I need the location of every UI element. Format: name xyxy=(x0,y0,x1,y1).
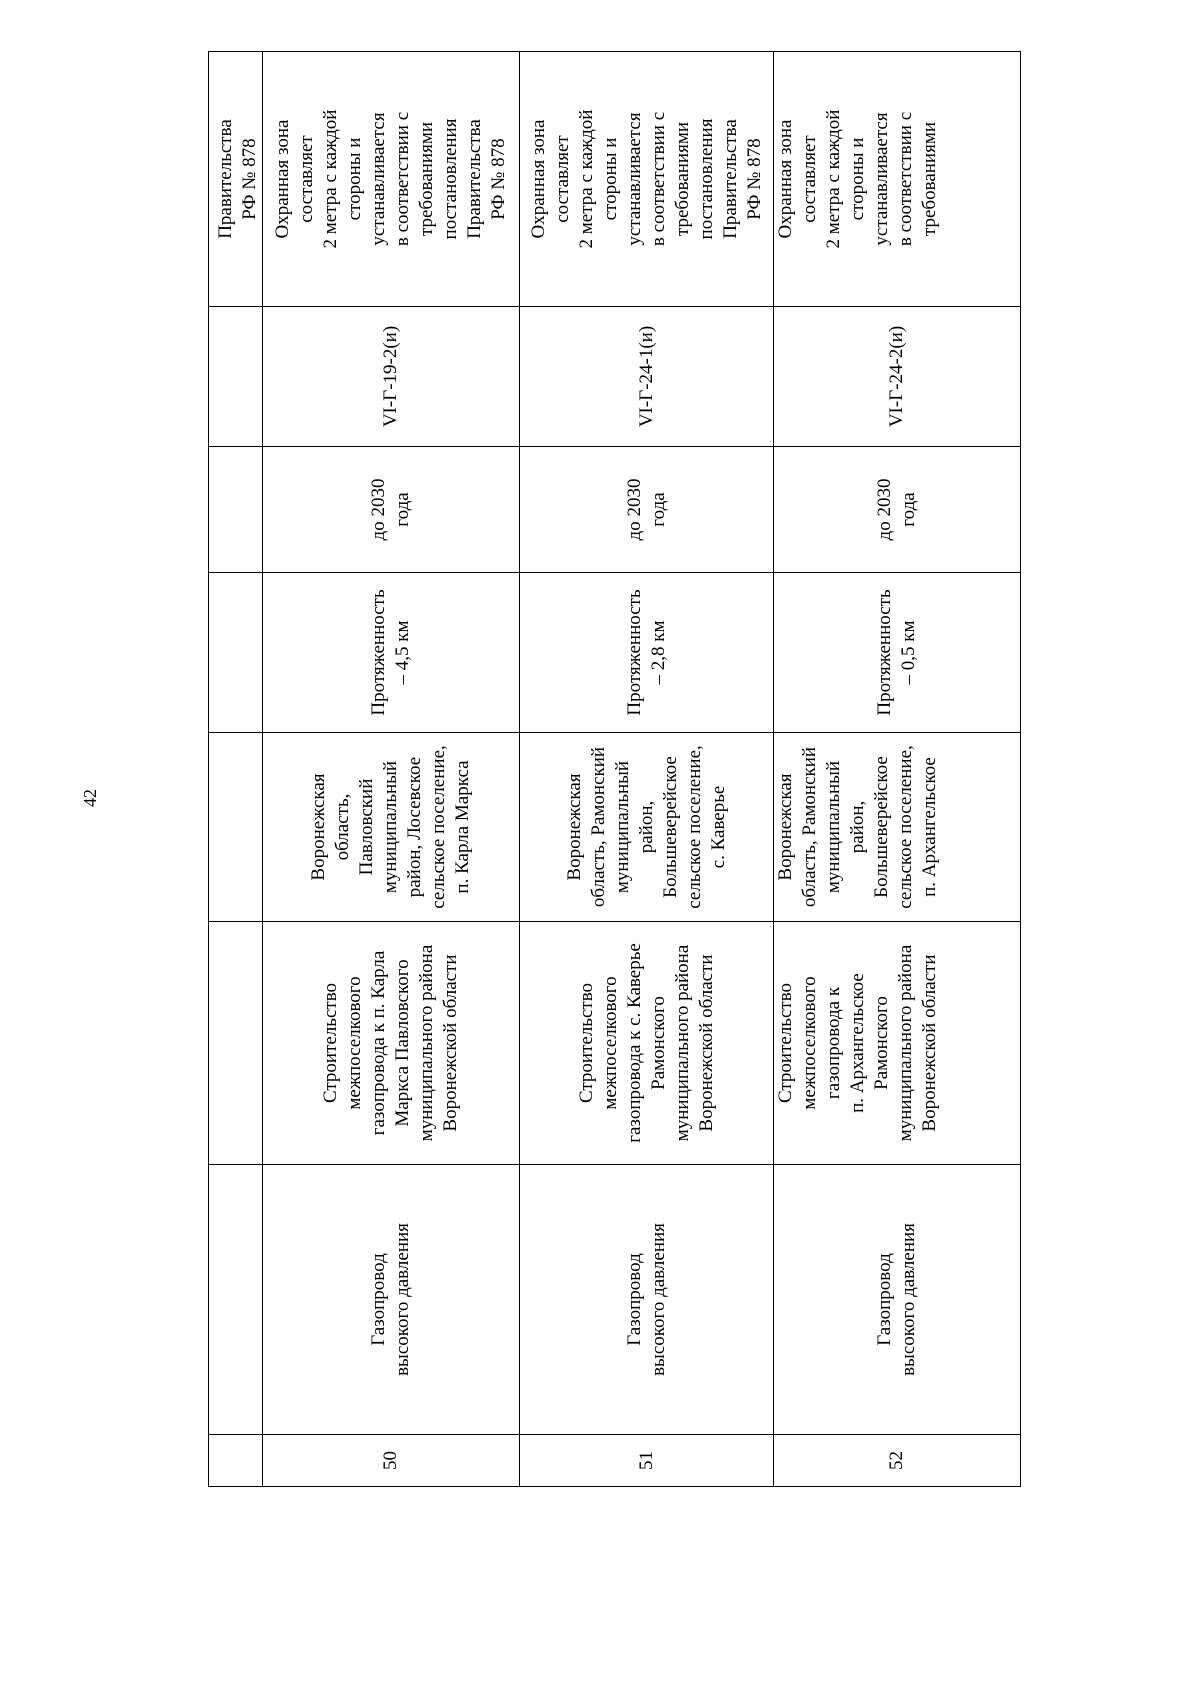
object-term: до 2030 года xyxy=(368,478,413,541)
object-characteristics-cell xyxy=(520,573,774,733)
object-term-cell xyxy=(520,447,774,573)
object-characteristics: Протяженность – 4,5 км xyxy=(368,589,413,716)
row-number: 50 xyxy=(380,1451,401,1470)
object-term-cell xyxy=(263,447,520,573)
object-location: Воронежская область, Рамонский муниципальный район, Большеверейское сельское поселение, п. Архангельское xyxy=(775,745,940,909)
object-code: VI-Г-19-2(и) xyxy=(380,325,401,428)
table-row xyxy=(774,52,1021,1487)
object-code-cell xyxy=(263,307,520,447)
table-row xyxy=(520,52,774,1487)
header-cell-location xyxy=(209,733,263,922)
header-cell-zone xyxy=(209,52,263,307)
row-number: 51 xyxy=(635,1451,657,1470)
protection-zone: Охранная зона составляет 2 метра с каждой стороны и устанавливается в соответствии с требованиями постановления Правительства РФ № 878 xyxy=(527,109,765,249)
object-name-cell xyxy=(520,922,774,1165)
object-characteristics-cell xyxy=(774,573,1021,733)
object-name: Строительство межпоселкового газопровода к п. Архангельское Рамонского муниципального района Воронежской области xyxy=(775,944,940,1142)
header-cell-code xyxy=(209,307,263,447)
header-cell-type xyxy=(209,1165,263,1435)
object-name-cell xyxy=(774,922,1021,1165)
object-name-cell xyxy=(263,922,520,1165)
object-characteristics-cell xyxy=(263,573,520,733)
object-code-cell xyxy=(520,307,774,447)
row-number: 52 xyxy=(886,1451,907,1470)
object-term: до 2030 года xyxy=(623,478,669,541)
zone-basis-tail: Правительства РФ № 878 xyxy=(215,119,260,239)
header-cell-name xyxy=(209,922,263,1165)
object-code: VI-Г-24-2(и) xyxy=(886,325,907,428)
object-type-cell xyxy=(263,1165,520,1435)
table-header-row xyxy=(209,52,263,1487)
row-number-cell xyxy=(520,1435,774,1487)
protection-zone-cell xyxy=(774,52,1021,307)
object-type: Газопровод высокого давления xyxy=(623,1223,669,1376)
page-number: 42 xyxy=(80,789,100,807)
object-location-cell xyxy=(520,733,774,922)
header-cell-term xyxy=(209,447,263,573)
protection-zone: Охранная зона составляет 2 метра с каждой стороны и устанавливается в соответствии с требованиями xyxy=(775,109,940,249)
object-term-cell xyxy=(774,447,1021,573)
object-table xyxy=(208,51,1021,1487)
rotated-table-wrapper xyxy=(208,52,1020,1487)
row-number-cell xyxy=(263,1435,520,1487)
header-cell-number xyxy=(209,1435,263,1487)
protection-zone-cell xyxy=(263,52,520,307)
object-code-cell xyxy=(774,307,1021,447)
object-characteristics: Протяженность – 2,8 км xyxy=(623,589,669,716)
object-type-cell xyxy=(774,1165,1021,1435)
header-cell-characteristics xyxy=(209,573,263,733)
object-location-cell xyxy=(263,733,520,922)
object-term: до 2030 года xyxy=(874,478,919,541)
object-code: VI-Г-24-1(и) xyxy=(635,325,657,428)
object-type: Газопровод высокого давления xyxy=(368,1223,413,1376)
protection-zone: Охранная зона составляет 2 метра с каждой стороны и устанавливается в соответствии с требованиями постановления Правительства РФ № 878 xyxy=(272,109,509,249)
object-location-cell xyxy=(774,733,1021,922)
object-type-cell xyxy=(520,1165,774,1435)
row-number-cell xyxy=(774,1435,1021,1487)
object-name: Строительство межпоселкового газопровода к п. Карла Маркса Павловского муниципального района Воронежской области xyxy=(320,944,461,1142)
protection-zone-cell xyxy=(520,52,774,307)
object-name: Строительство межпоселкового газопровода к с. Каверье Рамонского муниципального района Воронежской области xyxy=(575,943,717,1143)
object-characteristics: Протяженность – 0,5 км xyxy=(874,589,919,716)
object-type: Газопровод высокого давления xyxy=(874,1223,919,1376)
object-location: Воронежская область, Рамонский муниципальный район, Большеверейское сельское поселение, с. Каверье xyxy=(563,745,729,909)
table-row xyxy=(263,52,520,1487)
object-location: Воронежская область, Павловский муниципальный район, Лосевское сельское поселение, п. Карла Маркса xyxy=(308,745,473,909)
